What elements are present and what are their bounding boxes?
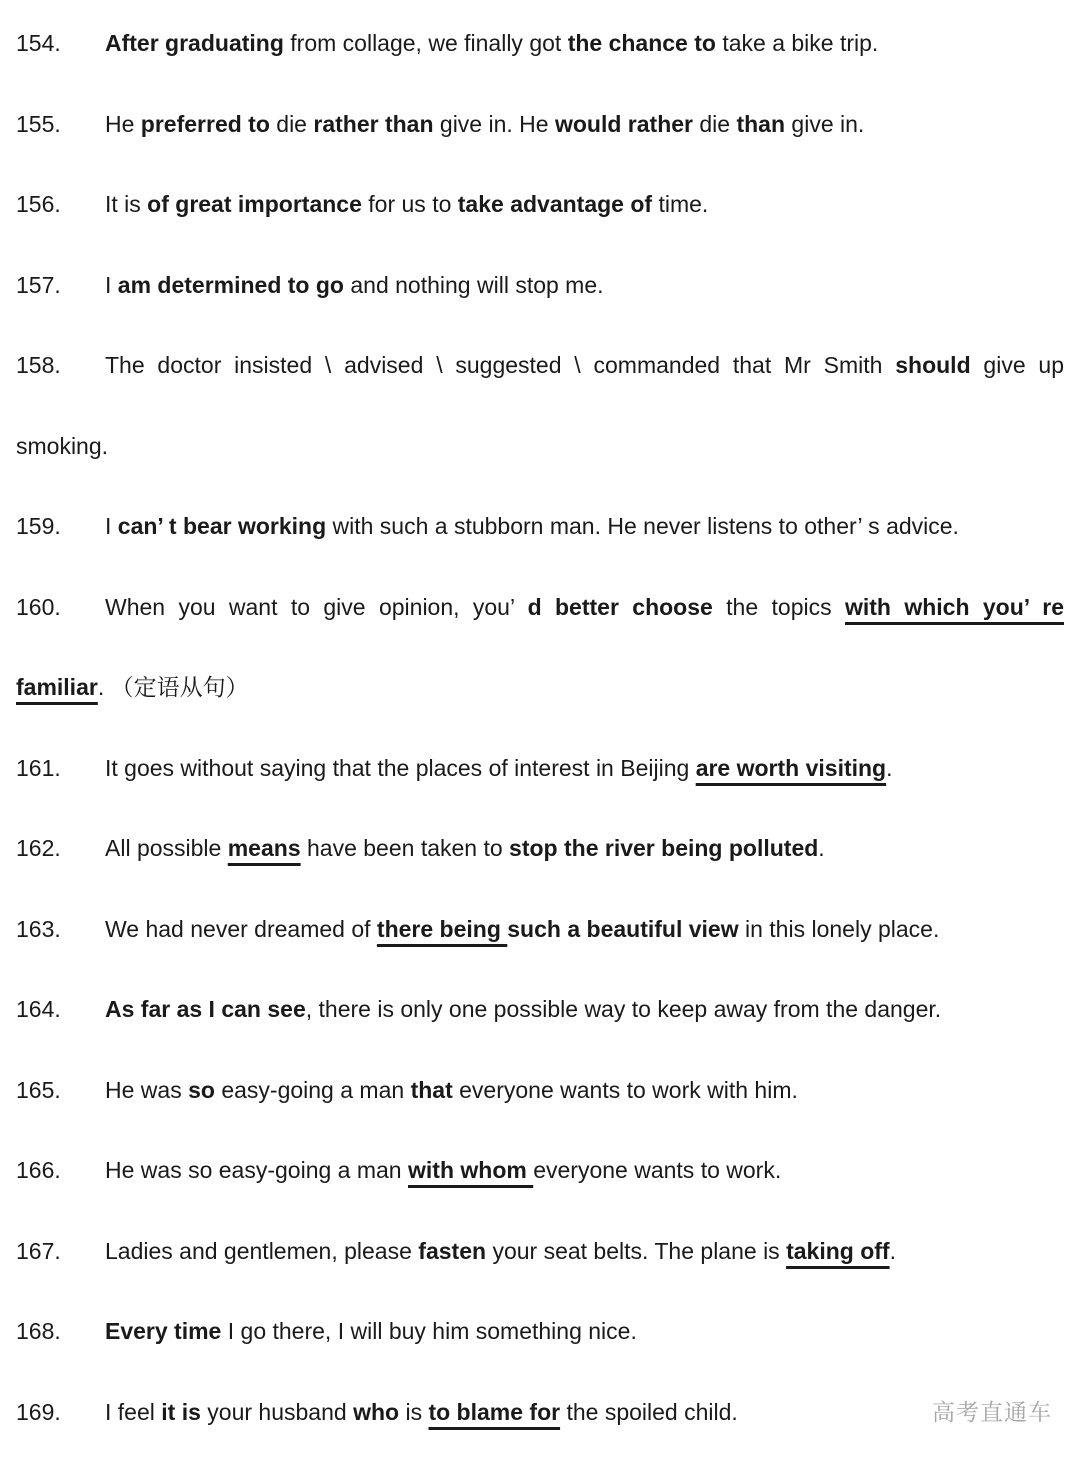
text-segment: I feel — [105, 1398, 162, 1425]
text-segment: the chance to — [567, 30, 723, 56]
sentence-number: 157. — [16, 271, 61, 298]
text-segment: smoking. — [16, 432, 109, 459]
sentence-line — [16, 1130, 1064, 1211]
sentence-line — [16, 245, 1064, 326]
text-segment: It is — [105, 191, 148, 217]
text-segment: give up — [970, 352, 1064, 378]
sentence-line — [16, 1211, 1064, 1292]
text-segment: I — [105, 513, 118, 539]
sentence-line — [16, 567, 1064, 648]
text-segment: it is — [161, 1398, 208, 1425]
text-segment: to blame for — [428, 1398, 561, 1425]
text-segment: After graduating — [105, 30, 291, 56]
sentence-line — [16, 808, 1064, 889]
sentence-number: 161. — [16, 754, 61, 781]
sentence-number: 156. — [16, 191, 61, 217]
sentence-line — [16, 84, 1064, 165]
sentence-continuation-line — [16, 647, 1064, 728]
text-segment: means — [227, 835, 301, 861]
sentence-number: 154. — [16, 30, 61, 56]
text-segment: is — [405, 1398, 429, 1425]
text-segment: die — [699, 110, 737, 137]
sentence-continuation-line — [16, 406, 1064, 487]
text-segment: taking off — [786, 1237, 890, 1264]
sentence-number: 155. — [16, 110, 61, 137]
text-segment: who — [353, 1398, 406, 1425]
text-segment: , there is only one possible way to keep away from the danger. — [305, 996, 942, 1022]
text-segment: there being — [376, 915, 508, 942]
text-segment: with such a stubborn man. He never listens to other’ s advice. — [332, 513, 959, 539]
sentence-number: 162. — [16, 835, 61, 861]
sentence-number: 165. — [16, 1076, 61, 1103]
text-segment: and nothing will stop me. — [350, 271, 604, 298]
text-segment: are worth visiting — [695, 754, 887, 781]
text-segment: your seat belts. The plane is — [492, 1237, 787, 1264]
text-segment: can’ t bear working — [117, 513, 333, 539]
text-segment: easy-going a man — [221, 1076, 411, 1103]
text-segment: with whom — [408, 1157, 534, 1183]
sentence-line — [16, 889, 1064, 970]
text-segment: He — [105, 110, 141, 137]
watermark: 高考直通车 — [932, 1399, 1052, 1425]
sentence-number: 158. — [16, 352, 61, 378]
sentence-number: 167. — [16, 1237, 61, 1264]
text-segment: than — [736, 110, 792, 137]
text-segment: All possible — [105, 835, 228, 861]
text-segment: should — [895, 352, 971, 378]
text-segment: of great importance — [147, 191, 369, 217]
text-segment: have been taken to — [300, 835, 510, 861]
sentence-line — [16, 969, 1064, 1050]
text-segment: from collage, we finally got — [290, 30, 568, 56]
text-segment: The doctor insisted \ advised \ suggested \ commanded that Mr Smith — [105, 352, 896, 378]
sentence-list — [16, 3, 1064, 1452]
text-segment: die — [276, 110, 314, 137]
text-segment: d better choose — [527, 593, 727, 620]
text-segment: . — [889, 1237, 896, 1264]
text-segment: for us to — [368, 191, 458, 217]
text-segment: stop the river being polluted — [509, 835, 819, 861]
sentence-number: 166. — [16, 1157, 61, 1183]
sentence-line — [16, 1372, 1064, 1453]
text-segment: We had never dreamed of — [105, 915, 377, 942]
text-segment: the topics — [726, 593, 845, 620]
text-segment: everyone wants to work with him. — [459, 1076, 798, 1103]
text-segment: am determined to go — [117, 271, 351, 298]
text-segment: take advantage of — [457, 191, 659, 217]
text-segment: Every time — [105, 1318, 228, 1344]
text-segment: take a bike trip. — [722, 30, 879, 56]
text-segment: everyone wants to work. — [533, 1157, 782, 1183]
sentence-number: 169. — [16, 1398, 61, 1425]
text-segment: As far as I can see — [105, 996, 306, 1022]
text-segment: fasten — [418, 1237, 493, 1264]
text-segment: . — [818, 835, 825, 861]
sentence-line — [16, 1291, 1064, 1372]
text-segment: preferred to — [140, 110, 277, 137]
text-segment: give in. He — [439, 110, 555, 137]
text-segment: that — [410, 1076, 460, 1103]
text-segment: would rather — [554, 110, 700, 137]
text-segment: such a beautiful view — [507, 915, 739, 942]
text-segment: the spoiled child. — [560, 1398, 738, 1425]
text-segment: with which you’ re — [844, 593, 1064, 620]
sentence-line — [16, 325, 1064, 406]
sentence-line — [16, 1050, 1064, 1131]
text-segment: time. — [658, 191, 709, 217]
text-segment: in this lonely place. — [738, 915, 940, 942]
sentence-number: 160. — [16, 593, 61, 620]
text-segment: He was so easy-going a man — [105, 1157, 408, 1183]
text-segment: . — [886, 754, 893, 781]
text-segment: I — [105, 271, 118, 298]
sentence-line — [16, 164, 1064, 245]
text-segment: so — [188, 1076, 222, 1103]
text-segment: rather than — [313, 110, 440, 137]
sentence-number: 163. — [16, 915, 61, 942]
sentence-line — [16, 3, 1064, 84]
text-segment: give in. — [791, 110, 865, 137]
text-segment: Ladies and gentlemen, please — [105, 1237, 419, 1264]
sentence-number: 168. — [16, 1318, 61, 1344]
text-segment: I go there, I will buy him something nice. — [227, 1318, 637, 1344]
sentence-number: 164. — [16, 996, 61, 1022]
sentence-line — [16, 486, 1064, 567]
sentence-line — [16, 728, 1064, 809]
text-segment: familiar — [16, 674, 98, 700]
text-segment: . （定语从句） — [97, 674, 249, 700]
text-segment: When you want to give opinion, you’ — [105, 593, 528, 620]
text-segment: He was — [105, 1076, 189, 1103]
sentence-number: 159. — [16, 513, 61, 539]
text-segment: It goes without saying that the places of interest in Beijing — [105, 754, 696, 781]
text-segment: your husband — [207, 1398, 354, 1425]
